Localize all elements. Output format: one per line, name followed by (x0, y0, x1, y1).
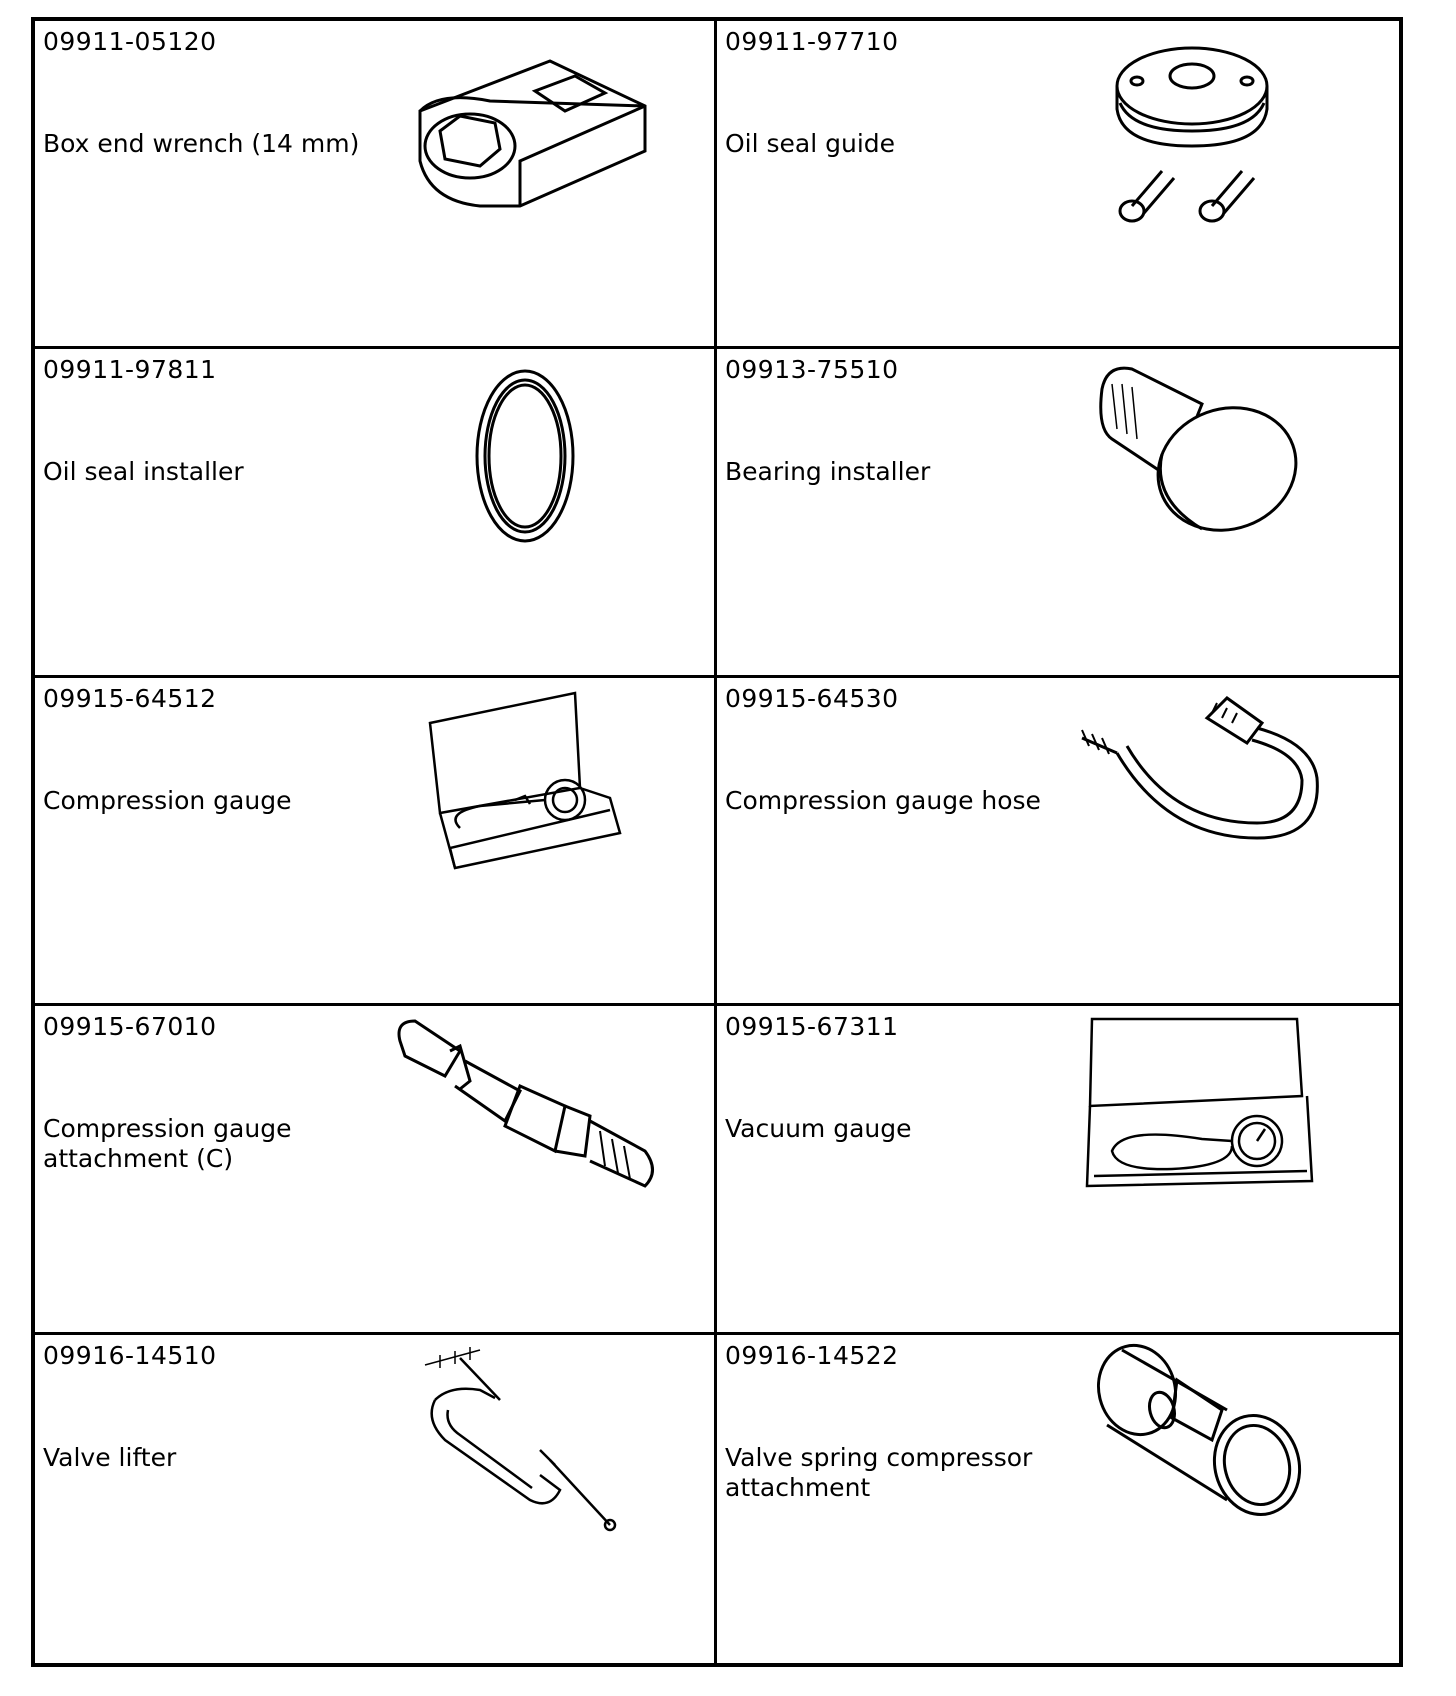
part-number: 09915-67010 (43, 1012, 217, 1042)
oil-seal-guide-icon (1102, 31, 1282, 235)
part-number: 09915-67311 (725, 1012, 899, 1042)
tool-description: Compression gauge attachment (C) (43, 1114, 292, 1174)
tool-description: Oil seal guide (725, 129, 896, 158)
compression-gauge-icon (425, 688, 625, 882)
tool-cell (35, 1006, 717, 1334)
tool-description: Compression gauge (43, 785, 292, 815)
tool-description: Valve spring compressor attachment (725, 1442, 1033, 1502)
part-number: 09911-05120 (43, 27, 217, 56)
vacuum-gauge-icon (1082, 1011, 1322, 1205)
tool-cell (35, 678, 717, 1006)
tool-description: Vacuum gauge (725, 1114, 912, 1144)
tool-cell (35, 349, 717, 677)
tool-cell (717, 1335, 1399, 1663)
valve-spring-compressor-attachment-icon (1092, 1340, 1312, 1539)
tool-cell (717, 349, 1399, 677)
tool-cell (717, 678, 1399, 1006)
part-number: 09911-97710 (725, 27, 899, 56)
tool-cell (35, 1335, 717, 1663)
special-tools-table (31, 17, 1403, 1667)
part-number: 09913-75510 (725, 355, 899, 385)
compression-gauge-attachment-icon (390, 1011, 670, 1205)
compression-gauge-hose-icon (1077, 688, 1337, 852)
tool-description: Valve lifter (43, 1442, 177, 1472)
part-number: 09915-64512 (43, 683, 217, 713)
tool-description: Oil seal installer (43, 457, 244, 487)
tool-description: Box end wrench (14 mm) (43, 129, 360, 158)
bearing-installer-icon (1092, 359, 1292, 563)
box-end-wrench-icon (400, 31, 660, 235)
tool-cell (35, 21, 717, 349)
tool-description: Bearing installer (725, 457, 931, 487)
oil-seal-installer-icon (470, 364, 580, 553)
part-number: 09916-14510 (43, 1340, 217, 1370)
part-number: 09915-64530 (725, 683, 899, 713)
tool-description: Compression gauge hose (725, 785, 1041, 815)
part-number: 09911-97811 (43, 355, 217, 385)
valve-lifter-icon (420, 1340, 630, 1539)
tool-cell (717, 21, 1399, 349)
tool-cell (717, 1006, 1399, 1334)
part-number: 09916-14522 (725, 1340, 899, 1370)
